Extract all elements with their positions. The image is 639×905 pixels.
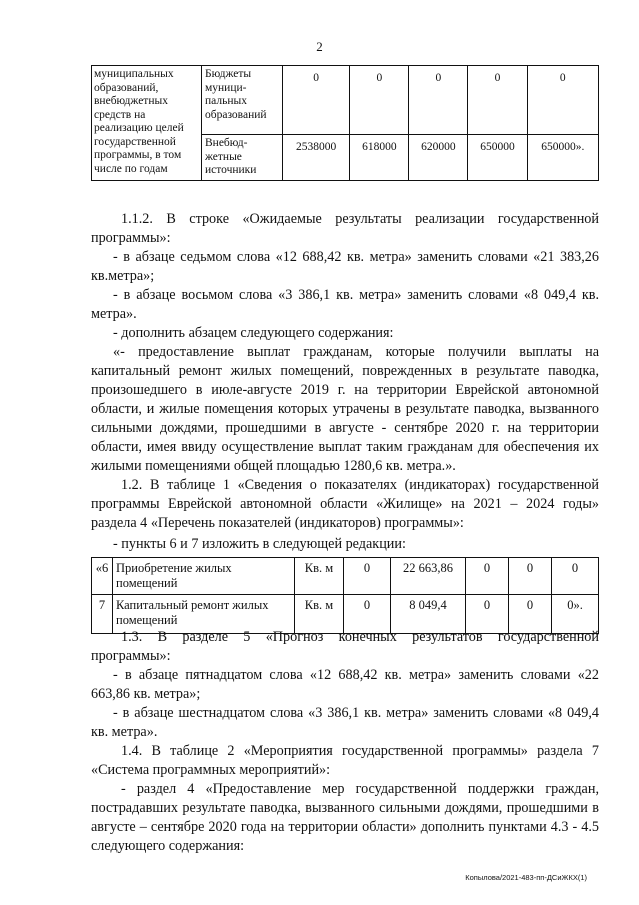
value-cell: 620000 (409, 135, 468, 181)
unit-cell: Кв. м (295, 558, 344, 595)
paragraph: - пункты 6 и 7 изложить в следующей редакции: (113, 536, 406, 552)
value-cell: 22 663,86 (391, 558, 466, 595)
value-cell: 618000 (350, 135, 409, 181)
value-cell: 650000 (468, 135, 527, 181)
paragraph: - дополнить абзацем следующего содержания: (113, 325, 394, 341)
page-number: 2 (316, 39, 323, 54)
budget-table (91, 65, 599, 181)
value-cell: 0». (552, 595, 599, 634)
source-cell: Бюджеты муници-пальных образований (202, 66, 283, 135)
paragraph: 1.2. В таблице 1 «Сведения о показателях (индикаторах) государственной программы Еврейской автономной области «Жилище» на 2021 – 2024 годы» раздела 4 «Перечень показателей (индикаторов) программы»: (91, 477, 599, 531)
value-cell: 0 (509, 595, 552, 634)
paragraph: 1.3. В разделе 5 «Прогноз конечных результатов государственной программы»: (91, 629, 599, 664)
value-cell: 8 049,4 (391, 595, 466, 634)
document-footer: Копылова/2021-483-пп-ДСиЖКХ(1) (465, 873, 587, 882)
value-cell: 0 (344, 558, 391, 595)
value-cell: 0 (344, 595, 391, 634)
paragraph: - в абзаце седьмом слова «12 688,42 кв. метра» заменить словами «21 383,26 кв.метра»; (91, 249, 599, 284)
paragraph: «- предоставление выплат гражданам, которые получили выплаты на капитальный ремонт жилых помещений, поврежденных в результате паводка, произошедшего в июле-августе 2019 г. на территории Еврейской автономной области, и жилые помещения которых утрачены в результате паводка, вызванного сильными дождями, прошедшими в августе - сентябре 2020 г. на территории области, имея ввиду осуществление выплат таким гражданам для обеспечения их жилыми помещениями общей площадью 1280,6 кв. метра.». (91, 344, 599, 474)
value-cell: 0 (350, 66, 409, 135)
value-cell: 0 (468, 66, 527, 135)
paragraph: - в абзаце восьмом слова «3 386,1 кв. метра» заменить словами «8 049,4 кв. метра». (91, 287, 599, 322)
table-row (92, 558, 599, 595)
value-cell: 0 (409, 66, 468, 135)
indicator-name-cell: Капитальный ремонт жилых помещений (113, 595, 295, 634)
unit-cell: Кв. м (295, 595, 344, 634)
indicator-name-cell: Приобретение жилых помещений (113, 558, 295, 595)
value-cell: 0 (552, 558, 599, 595)
value-cell: 0 (527, 66, 598, 135)
table-row (92, 66, 599, 135)
funding-label-cell: муниципальных образований, внебюджетных средств на реализацию целей государственной программы, в том числе по годам (92, 66, 202, 181)
value-cell: 0 (509, 558, 552, 595)
paragraph: - в абзаце пятнадцатом слова «12 688,42 кв. метра» заменить словами «22 663,86 кв. метра»; (91, 667, 599, 702)
value-cell: 2538000 (283, 135, 350, 181)
indicators-table (91, 557, 599, 634)
value-cell: 650000». (527, 135, 598, 181)
paragraph: - в абзаце шестнадцатом слова «3 386,1 кв. метра» заменить словами «8 049,4 кв. метра». (91, 705, 599, 740)
source-cell: Внебюд-жетные источники (202, 135, 283, 181)
row-number-cell: 7 (92, 595, 113, 634)
value-cell: 0 (466, 558, 509, 595)
value-cell: 0 (283, 66, 350, 135)
value-cell: 0 (466, 595, 509, 634)
paragraph: 1.1.2. В строке «Ожидаемые результаты реализации государственной программы»: (91, 211, 599, 246)
row-number-cell: «6 (92, 558, 113, 595)
paragraph: - раздел 4 «Предоставление мер государственной поддержки граждан, пострадавших результате паводка, вызванного сильными дождями, прошедшими в августе – сентябре 2020 года на территории области» дополнить пунктами 4.3 - 4.5 следующего содержания: (91, 781, 599, 854)
paragraph: 1.4. В таблице 2 «Мероприятия государственной программы» раздела 7 «Система программных мероприятий»: (91, 743, 599, 778)
